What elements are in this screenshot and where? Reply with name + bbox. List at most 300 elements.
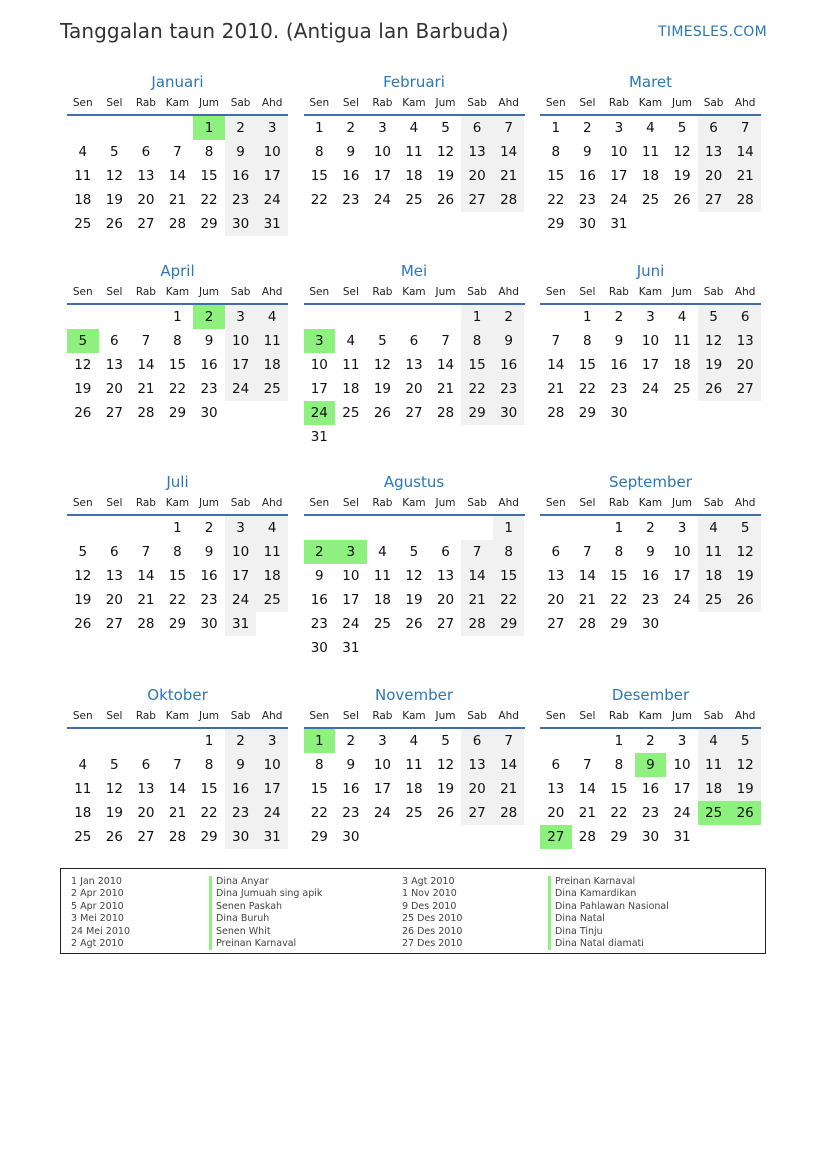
day-cell: 9 (204, 333, 214, 349)
holiday-day-cell: 5 (67, 329, 99, 353)
legend-date: 2 Agt 2010 (71, 938, 124, 950)
day-cell: 11 (256, 329, 288, 353)
weekday-label: Jum (672, 710, 693, 722)
day-cell: 10 (225, 540, 257, 564)
calendar-row (67, 472, 761, 660)
weekday-label: Sab (467, 286, 487, 298)
day-grid (540, 305, 761, 425)
day-grid (540, 516, 761, 636)
day-cell: 29 (610, 616, 628, 632)
day-cell: 22 (200, 192, 218, 208)
weekday-label: Kam (165, 497, 190, 509)
day-cell: 7 (583, 544, 592, 560)
day-cell: 10 (342, 568, 360, 584)
day-cell: 3 (256, 116, 288, 140)
day-cell: 16 (610, 357, 628, 373)
weekday-label: Sel (579, 286, 596, 298)
empty-cell (304, 305, 336, 329)
empty-cell (540, 305, 572, 329)
day-cell: 18 (342, 381, 360, 397)
empty-cell (572, 729, 604, 753)
weekday-label: Rab (608, 710, 629, 722)
day-cell: 10 (256, 140, 288, 164)
day-cell: 14 (729, 140, 761, 164)
day-cell: 8 (173, 333, 182, 349)
legend-date: 24 Mei 2010 (71, 925, 130, 937)
weekday-label: Sab (230, 286, 251, 298)
day-cell: 13 (547, 781, 565, 797)
legend-date: 1 Jan 2010 (71, 876, 122, 887)
day-cell: 6 (729, 305, 761, 329)
day-grid (67, 516, 288, 636)
weekday-header (67, 492, 288, 516)
day-cell: 4 (256, 516, 288, 540)
day-cell: 19 (698, 353, 730, 377)
day-cell: 19 (436, 781, 455, 797)
legend-date: 9 Des 2010 (402, 900, 457, 912)
day-cell: 22 (547, 192, 565, 208)
day-cell: 6 (551, 757, 561, 773)
holiday-day-cell: 2 (304, 540, 336, 564)
day-cell: 27 (461, 188, 493, 212)
day-cell: 31 (610, 216, 628, 232)
day-cell: 24 (373, 192, 391, 208)
day-cell: 25 (641, 192, 660, 208)
month-9 (540, 472, 761, 660)
weekday-label: Sel (106, 497, 123, 509)
day-cell: 2 (346, 733, 356, 749)
day-cell: 18 (256, 564, 288, 588)
weekday-label: Sen (72, 710, 93, 722)
day-cell: 18 (74, 192, 92, 208)
day-cell: 25 (74, 216, 92, 232)
day-cell: 11 (373, 568, 391, 584)
day-cell: 2 (646, 733, 655, 749)
day-cell: 5 (677, 120, 687, 136)
day-cell: 12 (673, 144, 691, 160)
day-cell: 11 (641, 144, 660, 160)
day-cell: 19 (729, 564, 761, 588)
day-cell: 17 (610, 168, 628, 184)
month-name: Oktober (147, 686, 208, 704)
weekday-label: Rab (135, 286, 156, 298)
weekday-header (67, 705, 288, 729)
day-cell: 12 (373, 357, 391, 373)
weekday-header (540, 492, 761, 516)
day-cell: 5 (378, 333, 387, 349)
day-cell: 30 (610, 405, 628, 421)
day-cell: 8 (461, 329, 493, 353)
empty-cell (540, 516, 572, 540)
weekday-label: Sen (545, 497, 566, 509)
month-2 (304, 72, 525, 236)
day-cell: 18 (698, 777, 730, 801)
month-1 (67, 72, 288, 236)
weekday-label: Ahd (498, 97, 519, 109)
day-cell: 26 (436, 805, 455, 821)
day-cell: 16 (641, 781, 660, 797)
legend-holiday-name: Senen Whit (209, 926, 322, 938)
day-cell: 8 (551, 144, 561, 160)
day-cell: 4 (346, 333, 356, 349)
weekday-label: Kam (638, 710, 663, 722)
holiday-day-cell: 3 (304, 329, 336, 353)
weekday-label: Ahd (261, 497, 283, 509)
day-cell: 9 (583, 144, 592, 160)
month-name: Januari (151, 73, 204, 91)
day-cell: 26 (373, 405, 391, 421)
weekday-label: Kam (165, 710, 190, 722)
day-cell: 25 (256, 377, 288, 401)
day-cell: 21 (729, 164, 761, 188)
legend-holiday-name: Senen Paskah (209, 901, 322, 913)
day-cell: 3 (256, 729, 288, 753)
day-cell: 2 (614, 309, 624, 325)
day-cell: 12 (74, 568, 92, 584)
month-name: Maret (628, 73, 673, 91)
day-cell: 3 (378, 733, 387, 749)
day-cell: 12 (729, 753, 761, 777)
day-cell: 5 (110, 144, 119, 160)
legend-date: 3 Mei 2010 (71, 913, 124, 925)
day-cell: 31 (310, 429, 328, 445)
day-cell: 6 (441, 544, 450, 560)
day-cell: 1 (614, 520, 624, 536)
empty-cell (130, 116, 162, 140)
month-name: Agustus (383, 473, 445, 491)
day-cell: 27 (547, 616, 565, 632)
legend-holiday-name: Dina Pahlawan Nasional (548, 901, 669, 913)
day-cell: 30 (200, 616, 218, 632)
day-cell: 20 (105, 592, 123, 608)
day-cell: 23 (342, 805, 360, 821)
day-cell: 7 (441, 333, 450, 349)
day-cell: 29 (200, 216, 218, 232)
empty-cell (130, 729, 162, 753)
day-cell: 3 (614, 120, 624, 136)
legend-holiday-name: Dina Buruh (209, 913, 322, 925)
day-cell: 12 (405, 568, 423, 584)
day-cell: 14 (137, 357, 155, 373)
weekday-label: Ahd (734, 497, 756, 509)
day-cell: 5 (729, 729, 761, 753)
day-cell: 22 (610, 592, 628, 608)
day-cell: 14 (493, 753, 525, 777)
weekday-label: Sel (342, 286, 359, 298)
day-cell: 28 (547, 405, 565, 421)
brand-link[interactable]: TIMESLES.COM (658, 24, 767, 40)
day-cell: 5 (409, 544, 419, 560)
day-cell: 28 (578, 829, 596, 845)
day-cell: 11 (256, 540, 288, 564)
month-4 (67, 261, 288, 449)
day-cell: 26 (405, 616, 423, 632)
day-cell: 4 (646, 120, 655, 136)
day-cell: 31 (256, 212, 288, 236)
day-cell: 29 (168, 616, 187, 632)
day-grid (540, 729, 761, 849)
day-cell: 29 (610, 829, 628, 845)
day-cell: 7 (173, 144, 182, 160)
day-grid (304, 729, 525, 849)
day-cell: 7 (141, 333, 151, 349)
empty-cell (430, 516, 462, 540)
legend-names-left (209, 876, 322, 950)
day-cell: 20 (547, 805, 565, 821)
day-cell: 4 (409, 733, 419, 749)
day-cell: 11 (74, 781, 92, 797)
holiday-day-cell: 2 (193, 305, 225, 329)
empty-cell (99, 305, 131, 329)
day-cell: 31 (256, 825, 288, 849)
day-cell: 13 (137, 781, 155, 797)
empty-cell (304, 516, 336, 540)
weekday-label: Sel (579, 97, 596, 109)
day-cell: 23 (641, 805, 660, 821)
weekday-label: Sen (309, 286, 330, 298)
day-cell: 24 (342, 616, 360, 632)
day-cell: 21 (461, 588, 493, 612)
empty-cell (367, 305, 399, 329)
day-cell: 23 (641, 592, 660, 608)
day-cell: 5 (441, 733, 450, 749)
day-cell: 27 (105, 405, 123, 421)
day-cell: 29 (200, 829, 218, 845)
weekday-label: Sen (545, 97, 566, 109)
weekday-header (540, 281, 761, 305)
weekday-label: Rab (135, 497, 156, 509)
legend-date: 1 Nov 2010 (402, 888, 457, 900)
holiday-day-cell: 26 (729, 801, 761, 825)
day-cell: 8 (614, 757, 624, 773)
day-cell: 14 (436, 357, 455, 373)
day-cell: 17 (373, 781, 391, 797)
day-cell: 14 (578, 781, 596, 797)
day-cell: 3 (677, 520, 687, 536)
day-cell: 4 (677, 309, 687, 325)
day-cell: 14 (168, 781, 187, 797)
empty-cell (67, 729, 99, 753)
day-cell: 16 (200, 568, 218, 584)
day-cell: 11 (342, 357, 360, 373)
weekday-label: Sel (342, 497, 359, 509)
day-cell: 1 (551, 120, 561, 136)
day-cell: 21 (168, 805, 187, 821)
day-cell: 6 (110, 544, 119, 560)
weekday-label: Jum (199, 97, 220, 109)
empty-cell (335, 516, 367, 540)
legend-date: 2 Apr 2010 (71, 888, 124, 900)
day-cell: 26 (729, 588, 761, 612)
empty-cell (67, 116, 99, 140)
day-cell: 27 (698, 188, 730, 212)
day-cell: 20 (405, 381, 423, 397)
day-cell: 26 (74, 616, 92, 632)
day-cell: 1 (173, 309, 182, 325)
day-cell: 7 (551, 333, 561, 349)
weekday-label: Sel (579, 710, 596, 722)
weekday-label: Rab (372, 286, 393, 298)
day-cell: 21 (137, 381, 155, 397)
day-cell: 17 (342, 592, 360, 608)
holiday-day-cell: 24 (304, 401, 336, 425)
day-cell: 27 (137, 216, 155, 232)
day-cell: 18 (641, 168, 660, 184)
weekday-label: Sab (703, 97, 724, 109)
day-cell: 9 (225, 753, 257, 777)
day-cell: 7 (141, 544, 151, 560)
day-cell: 30 (493, 401, 525, 425)
day-cell: 17 (256, 777, 288, 801)
empty-cell (540, 729, 572, 753)
day-cell: 30 (225, 212, 257, 236)
day-cell: 17 (673, 568, 691, 584)
day-cell: 25 (673, 381, 691, 397)
weekday-label: Rab (372, 497, 393, 509)
day-cell: 24 (673, 592, 691, 608)
day-cell: 23 (610, 381, 628, 397)
day-cell: 24 (641, 381, 660, 397)
day-grid (304, 305, 525, 449)
day-cell: 15 (200, 781, 218, 797)
day-cell: 24 (610, 192, 628, 208)
day-cell: 2 (225, 729, 257, 753)
day-cell: 21 (137, 592, 155, 608)
empty-cell (99, 516, 131, 540)
day-cell: 1 (204, 733, 214, 749)
day-cell: 2 (346, 120, 356, 136)
weekday-label: Sab (703, 710, 724, 722)
day-cell: 19 (373, 381, 391, 397)
weekday-label: Rab (135, 97, 156, 109)
day-cell: 21 (493, 164, 525, 188)
day-cell: 12 (436, 144, 455, 160)
weekday-header (304, 705, 525, 729)
day-cell: 20 (137, 192, 155, 208)
weekday-label: Kam (402, 710, 426, 722)
month-name: Juni (636, 262, 665, 280)
day-cell: 8 (614, 544, 624, 560)
weekday-header (540, 92, 761, 116)
day-cell: 13 (461, 753, 493, 777)
day-cell: 17 (225, 353, 257, 377)
day-cell: 29 (168, 405, 187, 421)
day-cell: 22 (168, 592, 187, 608)
day-cell: 14 (168, 168, 187, 184)
day-cell: 15 (493, 564, 525, 588)
weekday-label: Sab (703, 497, 724, 509)
page-title: Tanggalan taun 2010. (Antigua lan Barbuda) (60, 19, 509, 43)
day-cell: 19 (673, 168, 691, 184)
day-cell: 16 (493, 353, 525, 377)
day-cell: 24 (225, 377, 257, 401)
day-cell: 10 (225, 329, 257, 353)
day-grid (67, 729, 288, 849)
weekday-label: Ahd (498, 710, 519, 722)
weekday-label: Sab (467, 497, 487, 509)
weekday-label: Sab (703, 286, 724, 298)
weekday-label: Sen (309, 97, 330, 109)
weekday-label: Jum (435, 497, 456, 509)
day-cell: 6 (461, 116, 493, 140)
day-cell: 9 (225, 140, 257, 164)
day-cell: 20 (698, 164, 730, 188)
day-cell: 7 (729, 116, 761, 140)
day-cell: 28 (168, 829, 187, 845)
day-cell: 13 (405, 357, 423, 373)
weekday-label: Sen (72, 286, 93, 298)
legend-date: 3 Agt 2010 (402, 876, 455, 887)
day-cell: 21 (578, 592, 596, 608)
weekday-header (540, 705, 761, 729)
weekday-header (304, 492, 525, 516)
weekday-label: Sen (545, 286, 566, 298)
day-cell: 12 (105, 781, 123, 797)
weekday-header (67, 92, 288, 116)
day-cell: 14 (493, 140, 525, 164)
day-cell: 21 (168, 192, 187, 208)
day-cell: 18 (405, 168, 423, 184)
weekday-label: Jum (435, 710, 456, 722)
weekday-label: Ahd (498, 286, 519, 298)
weekday-label: Ahd (498, 497, 519, 509)
day-cell: 28 (436, 405, 455, 421)
legend-holiday-name: Dina Tinju (548, 926, 669, 938)
day-grid (304, 116, 525, 212)
holiday-day-cell: 25 (698, 801, 730, 825)
day-cell: 7 (493, 116, 525, 140)
day-cell: 7 (461, 540, 493, 564)
day-cell: 23 (200, 592, 218, 608)
weekday-label: Rab (372, 710, 393, 722)
empty-cell (67, 516, 99, 540)
day-cell: 11 (405, 757, 423, 773)
month-12 (540, 685, 761, 849)
month-name: April (160, 262, 195, 280)
weekday-label: Jum (435, 97, 456, 109)
day-cell: 30 (342, 829, 360, 845)
empty-cell (130, 516, 162, 540)
day-cell: 11 (698, 753, 730, 777)
day-cell: 8 (204, 757, 214, 773)
day-cell: 6 (698, 116, 730, 140)
day-cell: 16 (342, 168, 360, 184)
day-cell: 5 (698, 305, 730, 329)
day-cell: 1 (461, 305, 493, 329)
month-name: September (609, 473, 692, 491)
day-cell: 15 (200, 168, 218, 184)
day-cell: 10 (373, 757, 391, 773)
calendar-row (67, 72, 761, 236)
day-cell: 16 (578, 168, 596, 184)
day-cell: 5 (110, 757, 119, 773)
weekday-header (304, 92, 525, 116)
day-cell: 2 (204, 520, 214, 536)
day-cell: 7 (583, 757, 592, 773)
day-cell: 12 (729, 540, 761, 564)
day-cell: 19 (436, 168, 455, 184)
day-cell: 20 (461, 777, 493, 801)
day-cell: 5 (729, 516, 761, 540)
day-cell: 28 (729, 188, 761, 212)
day-cell: 13 (698, 140, 730, 164)
legend-dates-left (71, 876, 130, 950)
weekday-label: Sen (72, 497, 93, 509)
legend-date: 25 Des 2010 (402, 913, 463, 925)
weekday-label: Sab (467, 97, 487, 109)
day-cell: 6 (110, 333, 119, 349)
weekday-label: Sel (106, 286, 123, 298)
